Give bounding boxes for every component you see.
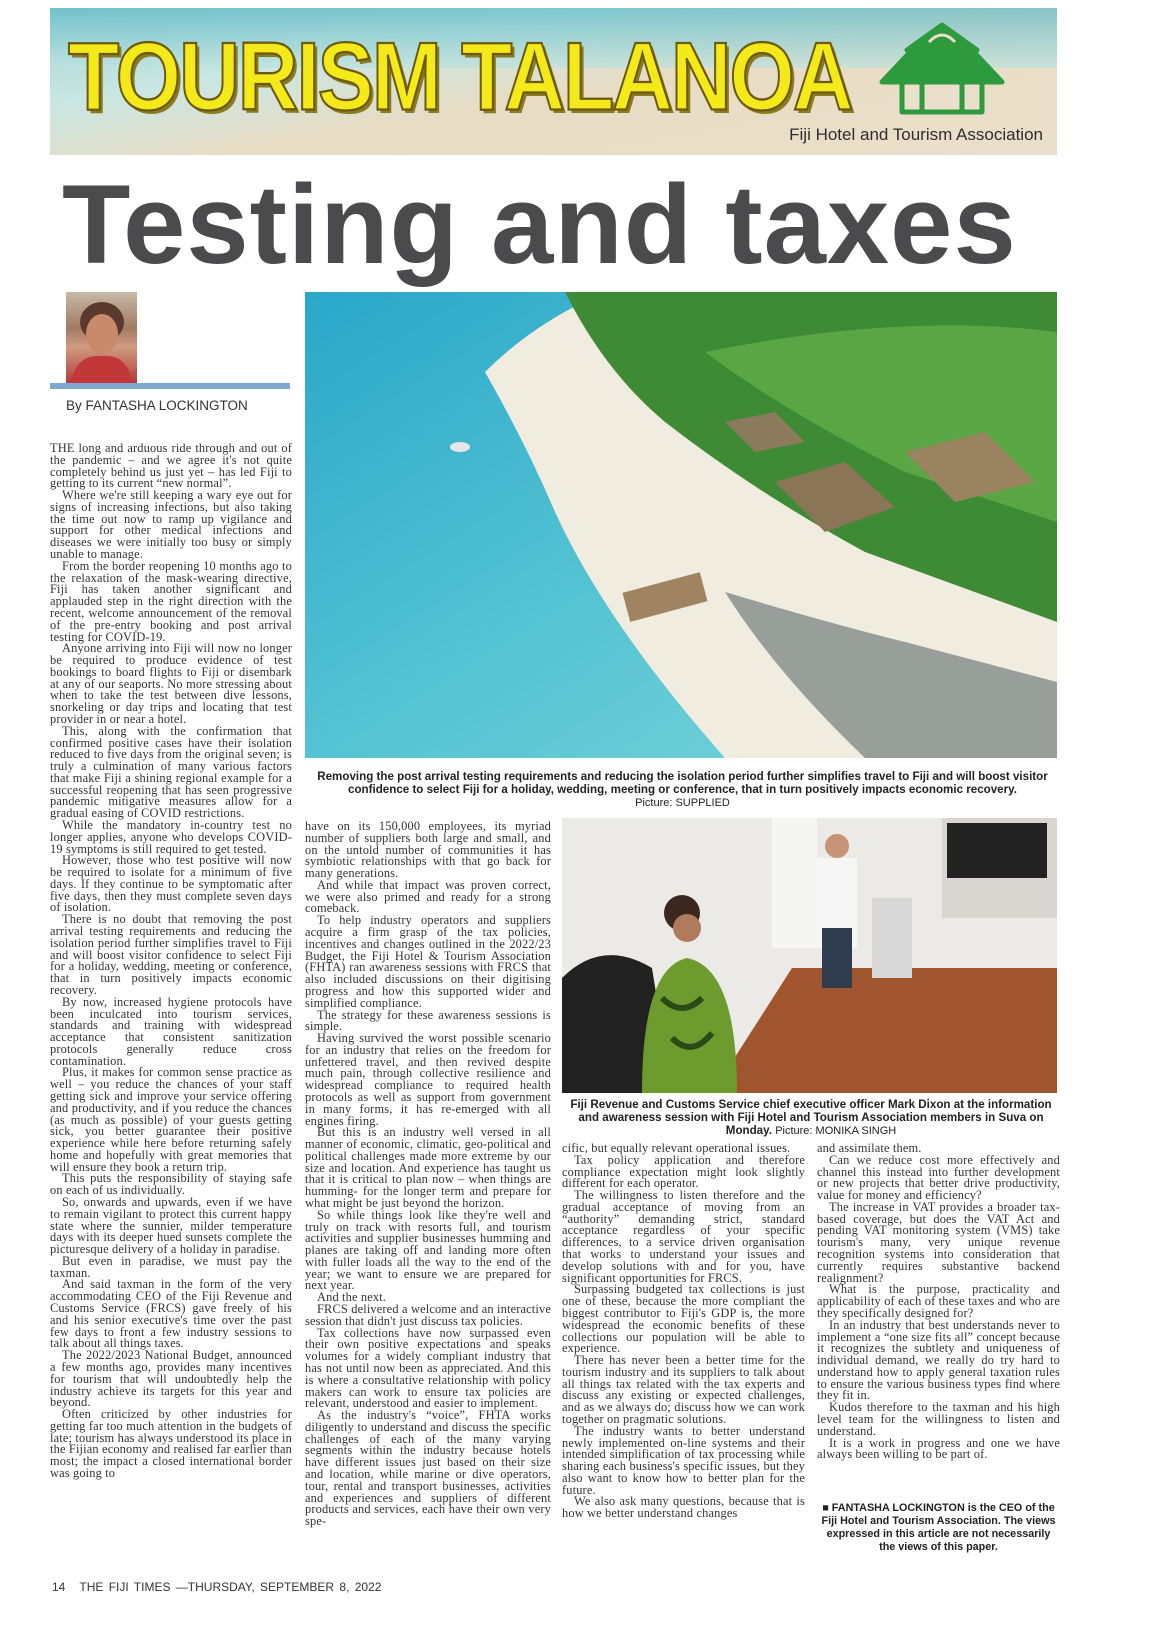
article-paragraph: We also ask many questions, because that is how we better understand changes xyxy=(562,1494,805,1521)
article-column-1 xyxy=(50,443,292,1577)
article-paragraph: cific, but equally relevant operational issues. xyxy=(562,1143,791,1155)
article-column-3 xyxy=(562,1143,805,1577)
photo-credit: Picture: MONIKA SINGH xyxy=(775,1125,897,1137)
article-paragraph: The 2022/2023 National Budget, announced a few months ago, provides many incentives for tourism that will undoubtedly help the industry achieve its targets for this year and beyond. xyxy=(50,1348,292,1410)
article-paragraph: In an industry that best understands never to implement a “one size fits all” concept because it recognizes the subtlety and uniqueness of individual demand, we really do try hard to understand how to apply general taxation rules to ensure the various business types find where they fit in. xyxy=(817,1317,1060,1403)
article-paragraph: So while things look like they're well and truly on track with resorts full, and tourism activities and supplier businesses humming and planes are taking off and landing more often with fuller loads all the way to the end of the year; we want to ensure we are prepared for next year. xyxy=(305,1207,551,1293)
article-paragraph: By now, increased hygiene protocols have been inculcated into tourism services, standards and training with widespread acceptance that consistent sanitization protocols generally reduce cross contamination. xyxy=(50,994,292,1068)
article-paragraph: The strategy for these awareness sessions is simple. xyxy=(305,1007,551,1034)
page-footer xyxy=(52,1580,395,1594)
article-paragraph: THE long and arduous ride through and out of the pandemic – and we agree it's not quite completely behind us just yet – has led Fiji to getting to its current “new normal”. xyxy=(50,443,292,491)
caption-text: Fiji Revenue and Customs Service chief executive officer Mark Dixon at the information and awareness session with Fiji Hotel and Tourism Association members in Suva on Monday. xyxy=(570,1098,1052,1137)
article-paragraph: Tax policy application and therefore compliance expectation might look slightly different for each operator. xyxy=(562,1152,805,1191)
article-column-4 xyxy=(817,1143,1060,1483)
article-paragraph: What is the purpose, practicality and applicability of each of these taxes and who are they specifically designed for? xyxy=(817,1282,1060,1320)
fhta-logo-bure-icon xyxy=(867,20,1017,120)
article-paragraph: Can we reduce cost more effectively and channel this instead into further development or new projects that better drive productivity, value for money and efficiency? xyxy=(817,1152,1060,1203)
association-name: Fiji Hotel and Tourism Association xyxy=(789,125,1043,144)
article-paragraph: From the border reopening 10 months ago to the relaxation of the mask-wearing directive, Fiji has taken another significant and applauded step in the right direction with the recent, welcome announcement of the removal of the pre-entry booking and post arrival testing for COVID-19. xyxy=(50,558,292,644)
article-paragraph: Often criticized by other industries for getting far too much attention in the budgets of late; tourism has always understood its place in the Fijian economy and realised far earlier than most; the impact a closed international border was going to xyxy=(50,1407,292,1480)
article-paragraph: So, onwards and upwards, even if we have to remain vigilant to protect this current happy state where the sunnier, milder temperature days with its deeper hued sunsets complete the picturesque delivery of a holiday in paradise. xyxy=(50,1195,292,1257)
photo-caption-2 xyxy=(565,1098,1057,1138)
article-paragraph: Plus, it makes for common sense practice as well – you reduce the chances of your staff getting sick and improve your service offering and productivity, and if you reduce the chances (as much as possible) of your guests getting sick, you better guarantee their positive experience while here before returning safely home and hopefully with great memories that will ensure they book a return trip. xyxy=(50,1065,292,1174)
article-paragraph: There has never been a better time for the tourism industry and its suppliers to talk about all things tax related with the tax experts and discuss any existing or expected challenges, and as we always do; discuss how we can work together on pragmatic solutions. xyxy=(562,1353,805,1426)
article-paragraph: And the next. xyxy=(317,1290,387,1305)
author-bio xyxy=(817,1502,1060,1554)
article-paragraph: Where we're still keeping a wary eye out for signs of increasing infections, but also taking the time out now to ramp up vigilance and support for other medical infections and diseases we were initially too busy or simply unable to manage. xyxy=(50,488,292,562)
article-paragraph: However, those who test positive will now be required to isolate for a minimum of five days. If they continue to be symptomatic after five days, then they must complete seven days of isolation. xyxy=(50,853,292,915)
page-number: 14 xyxy=(52,1580,66,1594)
article-paragraph: And while that impact was proven correct, we were also primed and ready for a strong comeback. xyxy=(305,877,551,916)
author-photo xyxy=(66,292,137,383)
article-paragraph: have on its 150,000 employees, its myriad number of suppliers both large and small, and on the untold number of communities it has symbiotic relationships with that go back for many generations. xyxy=(305,821,551,881)
photo-credit: Picture: SUPPLIED xyxy=(635,797,730,809)
article-paragraph: Kudos therefore to the taxman and his high level team for the willingness to listen and understand. xyxy=(817,1400,1060,1438)
resort-aerial-photo xyxy=(305,292,1057,758)
article-paragraph: While the mandatory in-country test no longer applies, anyone who develops COVID-19 symptoms is still required to get tested. xyxy=(50,818,292,856)
article-paragraph: It is a work in progress and one we have always been willing to be part of. xyxy=(817,1435,1060,1462)
section-banner xyxy=(50,8,1057,155)
article-paragraph: This puts the responsibility of staying safe on each of us individually. xyxy=(50,1171,292,1198)
article-paragraph: To help industry operators and suppliers acquire a firm grasp of the tax policies, incentives and changes outlined in the 2022/23 Budget, the Fiji Hotel & Tourism Association (FHTA) ran awareness sessions with FRCS that also included discussions on their digitising progress and how this supported wider and simplified compliance. xyxy=(305,913,551,1010)
article-paragraph: FRCS delivered a welcome and an interactive session that didn't just discuss tax policies. xyxy=(305,1302,551,1328)
article-paragraph: Tax collections have now surpassed even their own positive expectations and speaks volumes for a widely compliant industry that has not until now been as appreciated. And this is where a consultative relationship with policy makers can work to ensure tax policies are relevant, understood and easier to implement. xyxy=(305,1325,551,1411)
byline: By FANTASHA LOCKINGTON xyxy=(66,398,248,413)
bullet-icon: ■ xyxy=(822,1502,829,1514)
section-title: TOURISM TALANOA xyxy=(68,22,852,131)
article-paragraph: Anyone arriving into Fiji will now no longer be required to produce evidence of test bookings to board flights to Fiji or disembark at any of our seaports. No more stressing about when to take the test between dive lessons, snorkeling or day trips and locating that test provider in or near a hotel. xyxy=(50,641,292,726)
photo-caption-1 xyxy=(310,770,1055,810)
article-paragraph: But this is an industry well versed in all manner of economic, climatic, geo-political and political challenges made more extreme by our size and location. And experience has taught us that it is critical to plan now – when things are humming- for the longer term and prepare for what might be just beyond the horizon. xyxy=(305,1125,551,1210)
publication-dateline: THE FIJI TIMES —THURSDAY, SEPTEMBER 8, 2022 xyxy=(79,1580,382,1594)
article-paragraph: And said taxman in the form of the very accommodating CEO of the Fiji Revenue and Customs Service (FRCS) gave freely of his and his senior executive's time over the past few days to front a few industry sessions to talk about all things taxes. xyxy=(50,1277,292,1351)
headline: Testing and taxes xyxy=(62,162,1017,287)
article-paragraph: The industry wants to better understand newly implemented on-line systems and their intended simplification of tax processing while sharing each business's specific issues, but they also want to know how to better plan for the future. xyxy=(562,1423,805,1497)
article-paragraph: Surpassing budgeted tax collections is just one of these, because the more compliant the biggest contributor to Fiji's GDP is, the more widespread the economic benefits of these collections our population will be able to experience. xyxy=(562,1282,805,1356)
article-paragraph: This, along with the confirmation that confirmed positive cases have their isolation reduced to five days from the original seven; is truly a culmination of many various factors that make Fiji a shining regional example for a successful reopening that has seen progressive pandemic mitigative measures allow for a gradual easing of COVID restrictions. xyxy=(50,723,292,821)
article-paragraph: and assimilate them. xyxy=(817,1143,922,1155)
article-paragraph: But even in paradise, we must pay the taxman. xyxy=(50,1253,292,1280)
article-paragraph: Having survived the worst possible scenario for an industry that relies on the freedom for unfettered travel, and then revived despite much pain, through collective resilience and widespread compliance to required health protocols as well as support from government in many forms, it has re-emerged with all engines firing. xyxy=(305,1031,551,1128)
article-paragraph: The willingness to listen therefore and the gradual acceptance of moving from an “authority” demanding strict, standard acceptance regardless of your specific differences, to a service driven organisation that works to understand your issues and develop solutions with and for you, have significant opportunities for FRCS. xyxy=(562,1188,805,1285)
article-column-2 xyxy=(305,821,551,1577)
article-paragraph: There is no doubt that removing the post arrival testing requirements and reducing the isolation period further simplifies travel to Fiji and will boost visitor confidence to select Fiji for a holiday, wedding, meeting or conference, that in turn positively impacts economic recovery. xyxy=(50,912,292,997)
author-divider xyxy=(50,383,290,389)
caption-text: Removing the post arrival testing requirements and reducing the isolation period further simplifies travel to Fiji and will boost visitor confidence to select Fiji for a holiday, wedding, meeting or conference, that in turn positively impacts economic recovery. xyxy=(317,770,1048,796)
meeting-photo xyxy=(562,818,1057,1093)
article-paragraph: As the industry's “voice”, FHTA works diligently to understand and discuss the specific challenges of each of the many varying segments within the industry because hotels have different issues just based on their size and location, while marine or dive operators, tour, rental and transport businesses, activities and experiences and suppliers of different products and services, each have their own very spe- xyxy=(305,1408,551,1529)
article-paragraph: The increase in VAT provides a broader tax-based coverage, but does the VAT Act and pending VAT monitoring system (VMS) take tourism's many, very unique revenue recognition systems into consideration that currently requires substantive backend realignment? xyxy=(817,1199,1060,1285)
bio-text: FANTASHA LOCKINGTON is the CEO of the Fiji Hotel and Tourism Association. The views expressed in this article are not necessarily the views of this paper. xyxy=(821,1502,1056,1553)
